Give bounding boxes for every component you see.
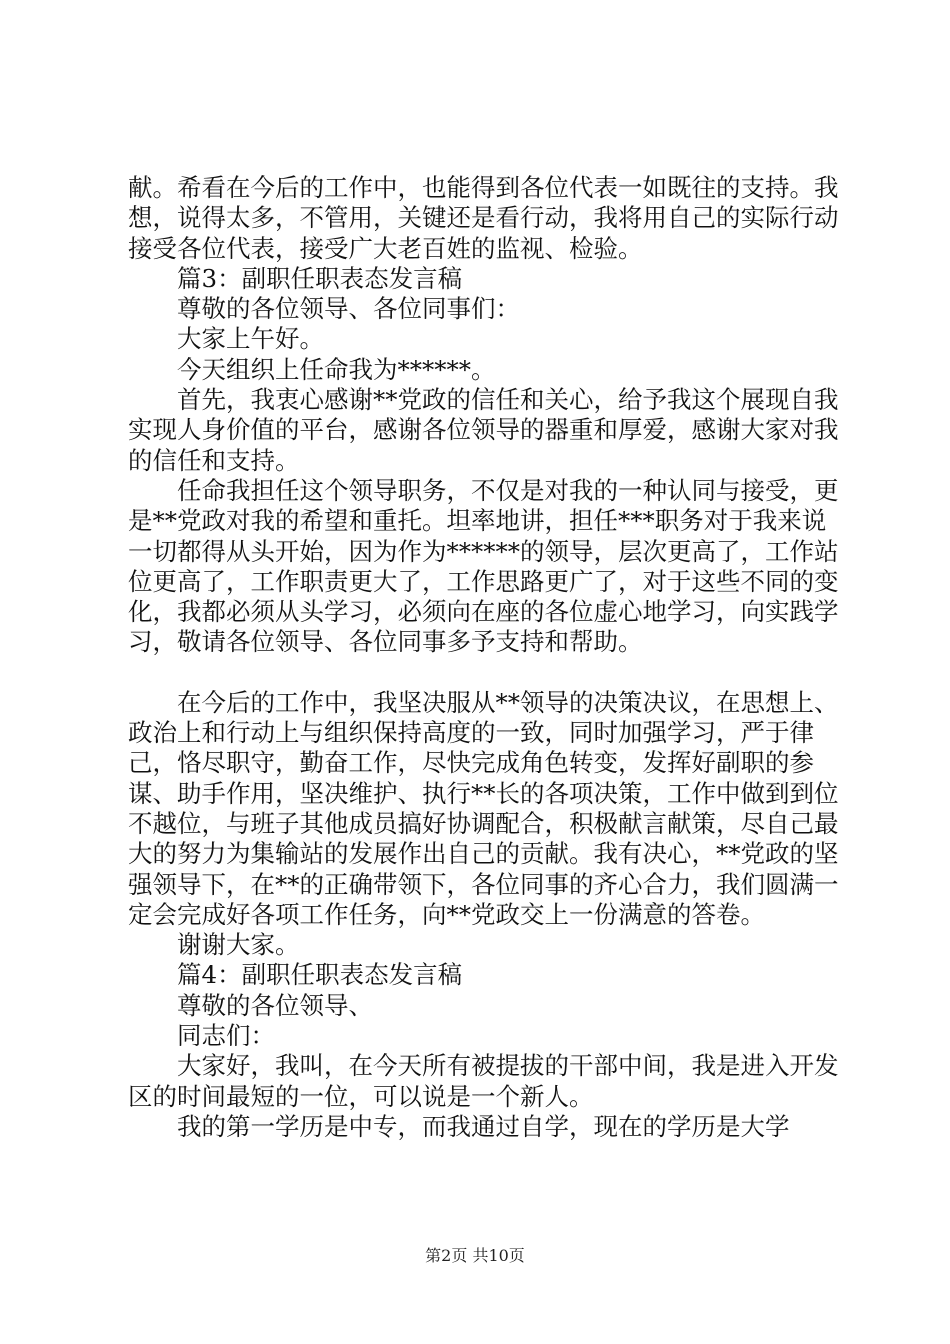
salutation: 尊敬的各位领导、各位同事们： <box>177 294 520 324</box>
paragraph: 大家好，我叫，在今天所有被提拔的干部中间，我是进入开发区的时间最短的一位，可以说是一个新人。 <box>128 1051 839 1111</box>
salutation: 同志们： <box>177 1021 275 1051</box>
greeting: 大家上午好。 <box>177 324 324 354</box>
section-heading: 篇3：副职任职表态发言稿 <box>177 263 463 293</box>
closing-thanks: 谢谢大家。 <box>177 930 300 960</box>
paragraph: 我的第一学历是中专，而我通过自学，现在的学历是大学 <box>177 1111 790 1141</box>
blank-line <box>128 658 840 688</box>
salutation: 尊敬的各位领导、 <box>177 990 373 1020</box>
paragraph: 今天组织上任命我为******。 <box>177 354 496 384</box>
paragraph: 在今后的工作中，我坚决服从**领导的决策决议，在思想上、政治上和行动上与组织保持高度的一致，同时加强学习，严于律己，恪尽职守，勤奋工作，尽快完成角色转变，发挥好副职的参谋、助手作用，坚决维护、执行**长的各项决策，工作中做到到位不越位，与班子其他成员搞好协调配合，积极献言献策，尽自己最大的努力为集输站的发展作出自己的贡献。我有决心，**党政的坚强领导下，在**的正确带领下，各位同事的齐心合力，我们圆满一定会完成好各项工作任务，向**党政交上一份满意的答卷。 <box>128 687 839 929</box>
paragraph: 任命我担任这个领导职务，不仅是对我的一种认同与接受，更是**党政对我的希望和重托。坦率地讲，担任***职务对于我来说一切都得从头开始，因为作为******的领导，层次更高了，工作站位更高了，工作职责更大了，工作思路更广了，对于这些不同的变化，我都必须从头学习，必须向在座的各位虚心地学习，向实践学习，敬请各位领导、各位同事多予支持和帮助。 <box>128 475 839 657</box>
page-number-footer: 第2页 共10页 <box>425 1246 525 1265</box>
paragraph: 献。希看在今后的工作中，也能得到各位代表一如既往的支持。我想，说得太多，不管用，关键还是看行动，我将用自己的实际行动接受各位代表，接受广大老百姓的监视、检验。 <box>128 173 839 263</box>
paragraph: 首先，我衷心感谢**党政的信任和关心，给予我这个展现自我实现人身价值的平台，感谢各位领导的器重和厚爱，感谢大家对我的信任和支持。 <box>128 385 839 475</box>
document-body <box>128 173 840 1142</box>
section-heading: 篇4：副职任职表态发言稿 <box>177 960 463 990</box>
